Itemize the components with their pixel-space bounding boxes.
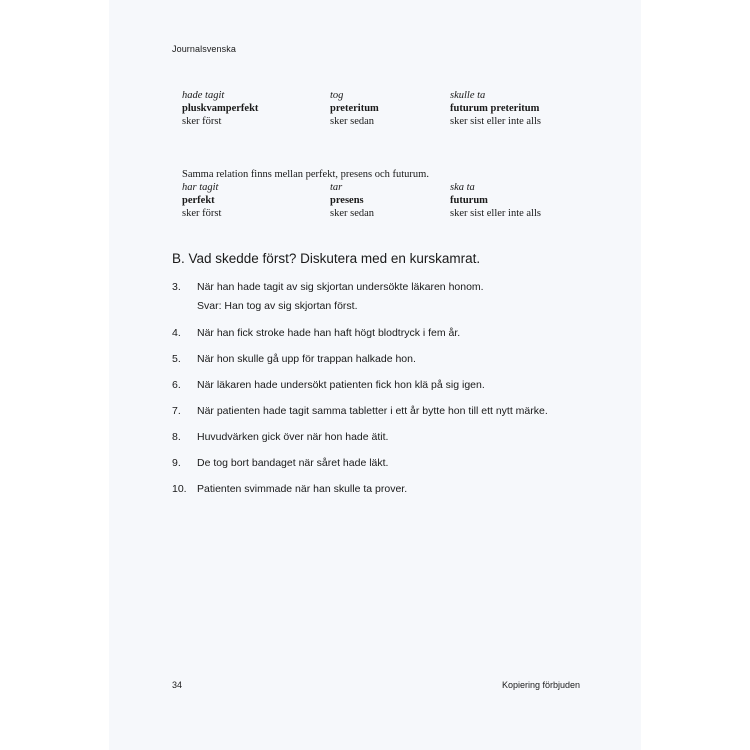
table-row bbox=[182, 115, 590, 128]
list-item bbox=[172, 379, 592, 392]
item-text: När hon skulle gå upp för trappan halkade hon. bbox=[197, 353, 416, 365]
table-row bbox=[182, 102, 590, 115]
table-cell: perfekt bbox=[182, 195, 215, 206]
copyright-notice: Kopiering förbjuden bbox=[501, 680, 580, 690]
table-cell: skulle ta bbox=[450, 90, 486, 101]
tense-table-present bbox=[182, 168, 590, 220]
table-row bbox=[182, 194, 590, 207]
table-cell: presens bbox=[330, 195, 364, 206]
table-cell: har tagit bbox=[182, 182, 219, 193]
item-number: 10. bbox=[172, 483, 187, 495]
item-number: 3. bbox=[172, 281, 181, 293]
answer-text: Svar: Han tog av sig skjortan först. bbox=[197, 300, 358, 312]
item-number: 7. bbox=[172, 405, 181, 417]
list-item bbox=[172, 457, 592, 470]
table-cell: pluskvamperfekt bbox=[182, 103, 259, 114]
item-text: När han fick stroke hade han haft högt blodtryck i fem år. bbox=[197, 327, 461, 339]
item-number: 8. bbox=[172, 431, 181, 443]
table-row bbox=[182, 89, 590, 102]
table-row bbox=[182, 207, 590, 220]
item-text: När läkaren hade undersökt patienten fick hon klä på sig igen. bbox=[197, 379, 485, 391]
relation-note: Samma relation finns mellan perfekt, presens och futurum. bbox=[182, 169, 429, 180]
item-text: När han hade tagit av sig skjortan undersökte läkaren honom. bbox=[197, 281, 484, 293]
table-cell: futurum bbox=[450, 195, 488, 206]
list-item bbox=[172, 431, 592, 444]
item-number: 5. bbox=[172, 353, 181, 365]
list-item bbox=[172, 353, 592, 366]
table-cell: hade tagit bbox=[182, 90, 225, 101]
table-cell: sker sedan bbox=[330, 116, 375, 127]
table-cell: sker sist eller inte alls bbox=[450, 116, 541, 127]
list-item bbox=[172, 483, 592, 496]
table-row bbox=[182, 181, 590, 194]
item-number: 4. bbox=[172, 327, 181, 339]
table-cell: sker först bbox=[182, 116, 222, 127]
table-cell: tog bbox=[330, 90, 344, 101]
item-text: När patienten hade tagit samma tabletter i ett år bytte hon till ett nytt märke. bbox=[197, 405, 548, 417]
list-item bbox=[172, 281, 592, 294]
document-page bbox=[109, 0, 641, 750]
running-header: Journalsvenska bbox=[172, 44, 236, 54]
table-cell: futurum preteritum bbox=[450, 103, 540, 114]
item-number: 9. bbox=[172, 457, 181, 469]
table-cell: sker först bbox=[182, 208, 222, 219]
table-cell: ska ta bbox=[450, 182, 475, 193]
item-text: Huvudvärken gick över när hon hade ätit. bbox=[197, 431, 389, 443]
table-cell: tar bbox=[330, 182, 343, 193]
item-text: De tog bort bandaget när såret hade läkt. bbox=[197, 457, 389, 469]
page-number: 34 bbox=[172, 680, 183, 690]
list-item bbox=[172, 405, 592, 418]
table-cell: sker sedan bbox=[330, 208, 375, 219]
table-cell: sker sist eller inte alls bbox=[450, 208, 541, 219]
table-cell: preteritum bbox=[330, 103, 379, 114]
exercise-list bbox=[172, 281, 592, 509]
tense-table-past bbox=[182, 89, 590, 128]
item-number: 6. bbox=[172, 379, 181, 391]
item-text: Patienten svimmade när han skulle ta prover. bbox=[197, 483, 408, 495]
list-item bbox=[172, 327, 592, 340]
section-heading: B. Vad skedde först? Diskutera med en kurskamrat. bbox=[172, 251, 481, 266]
